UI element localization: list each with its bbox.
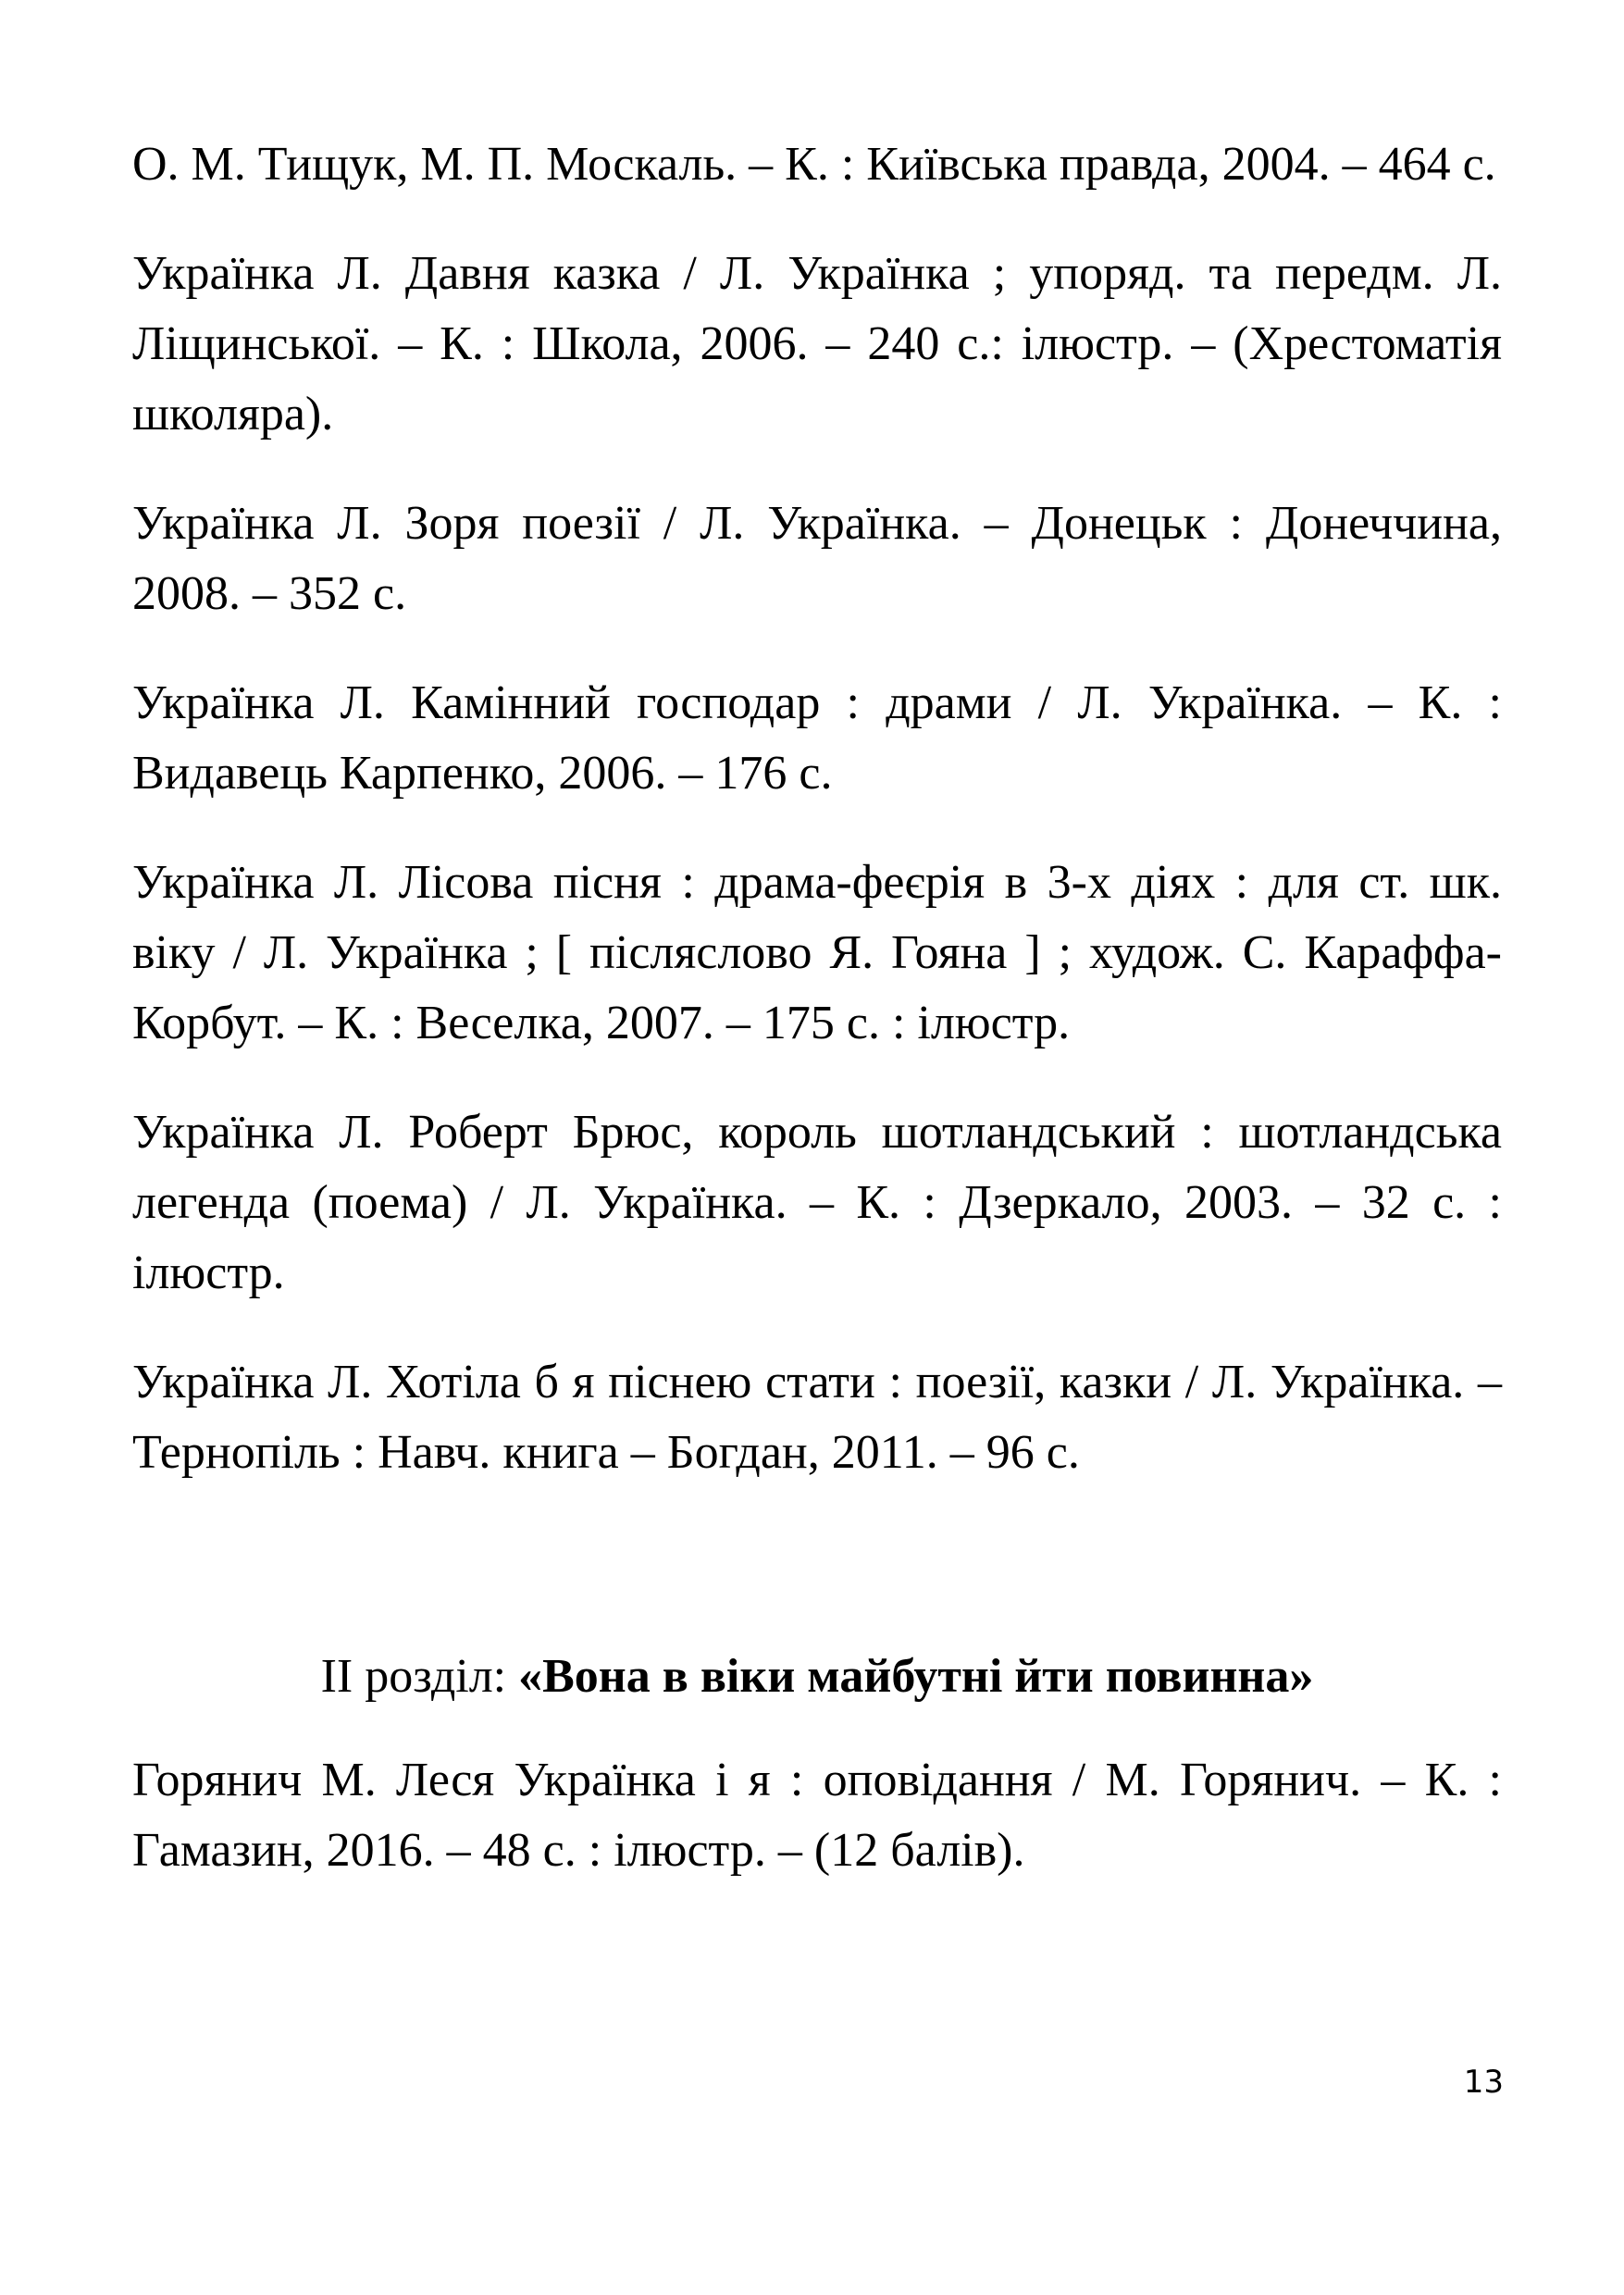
bibliography-entry: Українка Л. Хотіла б я піснею стати : поезії, казки / Л. Українка. – Тернопіль : Навч. книга – Богдан, 2011. – 96 с. bbox=[132, 1356, 1502, 1479]
bibliography-entry: Українка Л. Роберт Брюс, король шотландський : шотландська легенда (поема) / Л. Українка. – К. : Дзеркало, 2003. – 32 с. : ілюстр. bbox=[132, 1106, 1502, 1299]
bibliography-entry: Українка Л. Камінний господар : драми / Л. Українка. – К. : Видавець Карпенко, 2006. – 176 с. bbox=[132, 676, 1502, 800]
bibliography-list-part1 bbox=[132, 130, 1502, 1488]
bibliography-entry: О. М. Тищук, М. П. Москаль. – К. : Київська правда, 2004. – 464 с. bbox=[132, 138, 1496, 191]
section-title: «Вона в віки майбутні йти повинна» bbox=[518, 1650, 1314, 1703]
bibliography-entry: Українка Л. Зоря поезії / Л. Українка. – Донецьк : Донеччина, 2008. – 352 с. bbox=[132, 497, 1502, 620]
page-number: 13 bbox=[1463, 2064, 1504, 2101]
section-prefix: ІІ розділ: bbox=[320, 1650, 519, 1703]
bibliography-entry: Українка Л. Лісова пісня : драма-феєрія в 3-х діях : для ст. шк. віку / Л. Українка ; [ післяслово Я. Гояна ] ; худож. С. Караффа-Корбут. – К. : Веселка, 2007. – 175 с. : ілюстр. bbox=[132, 856, 1502, 1049]
bibliography-entry: Горянич М. Леся Українка і я : оповідання / М. Горянич. – К. : Гамазин, 2016. – 48 с. : ілюстр. – (12 балів). bbox=[132, 1754, 1502, 1877]
bibliography-page bbox=[132, 130, 1502, 1925]
section-heading bbox=[132, 1642, 1502, 1712]
bibliography-list-part2 bbox=[132, 1745, 1502, 1886]
bibliography-entry: Українка Л. Давня казка / Л. Українка ; упоряд. та передм. Л. Ліщинської. – К. : Школа, 2006. – 240 с.: ілюстр. – (Хрестоматія школяра). bbox=[132, 247, 1502, 440]
